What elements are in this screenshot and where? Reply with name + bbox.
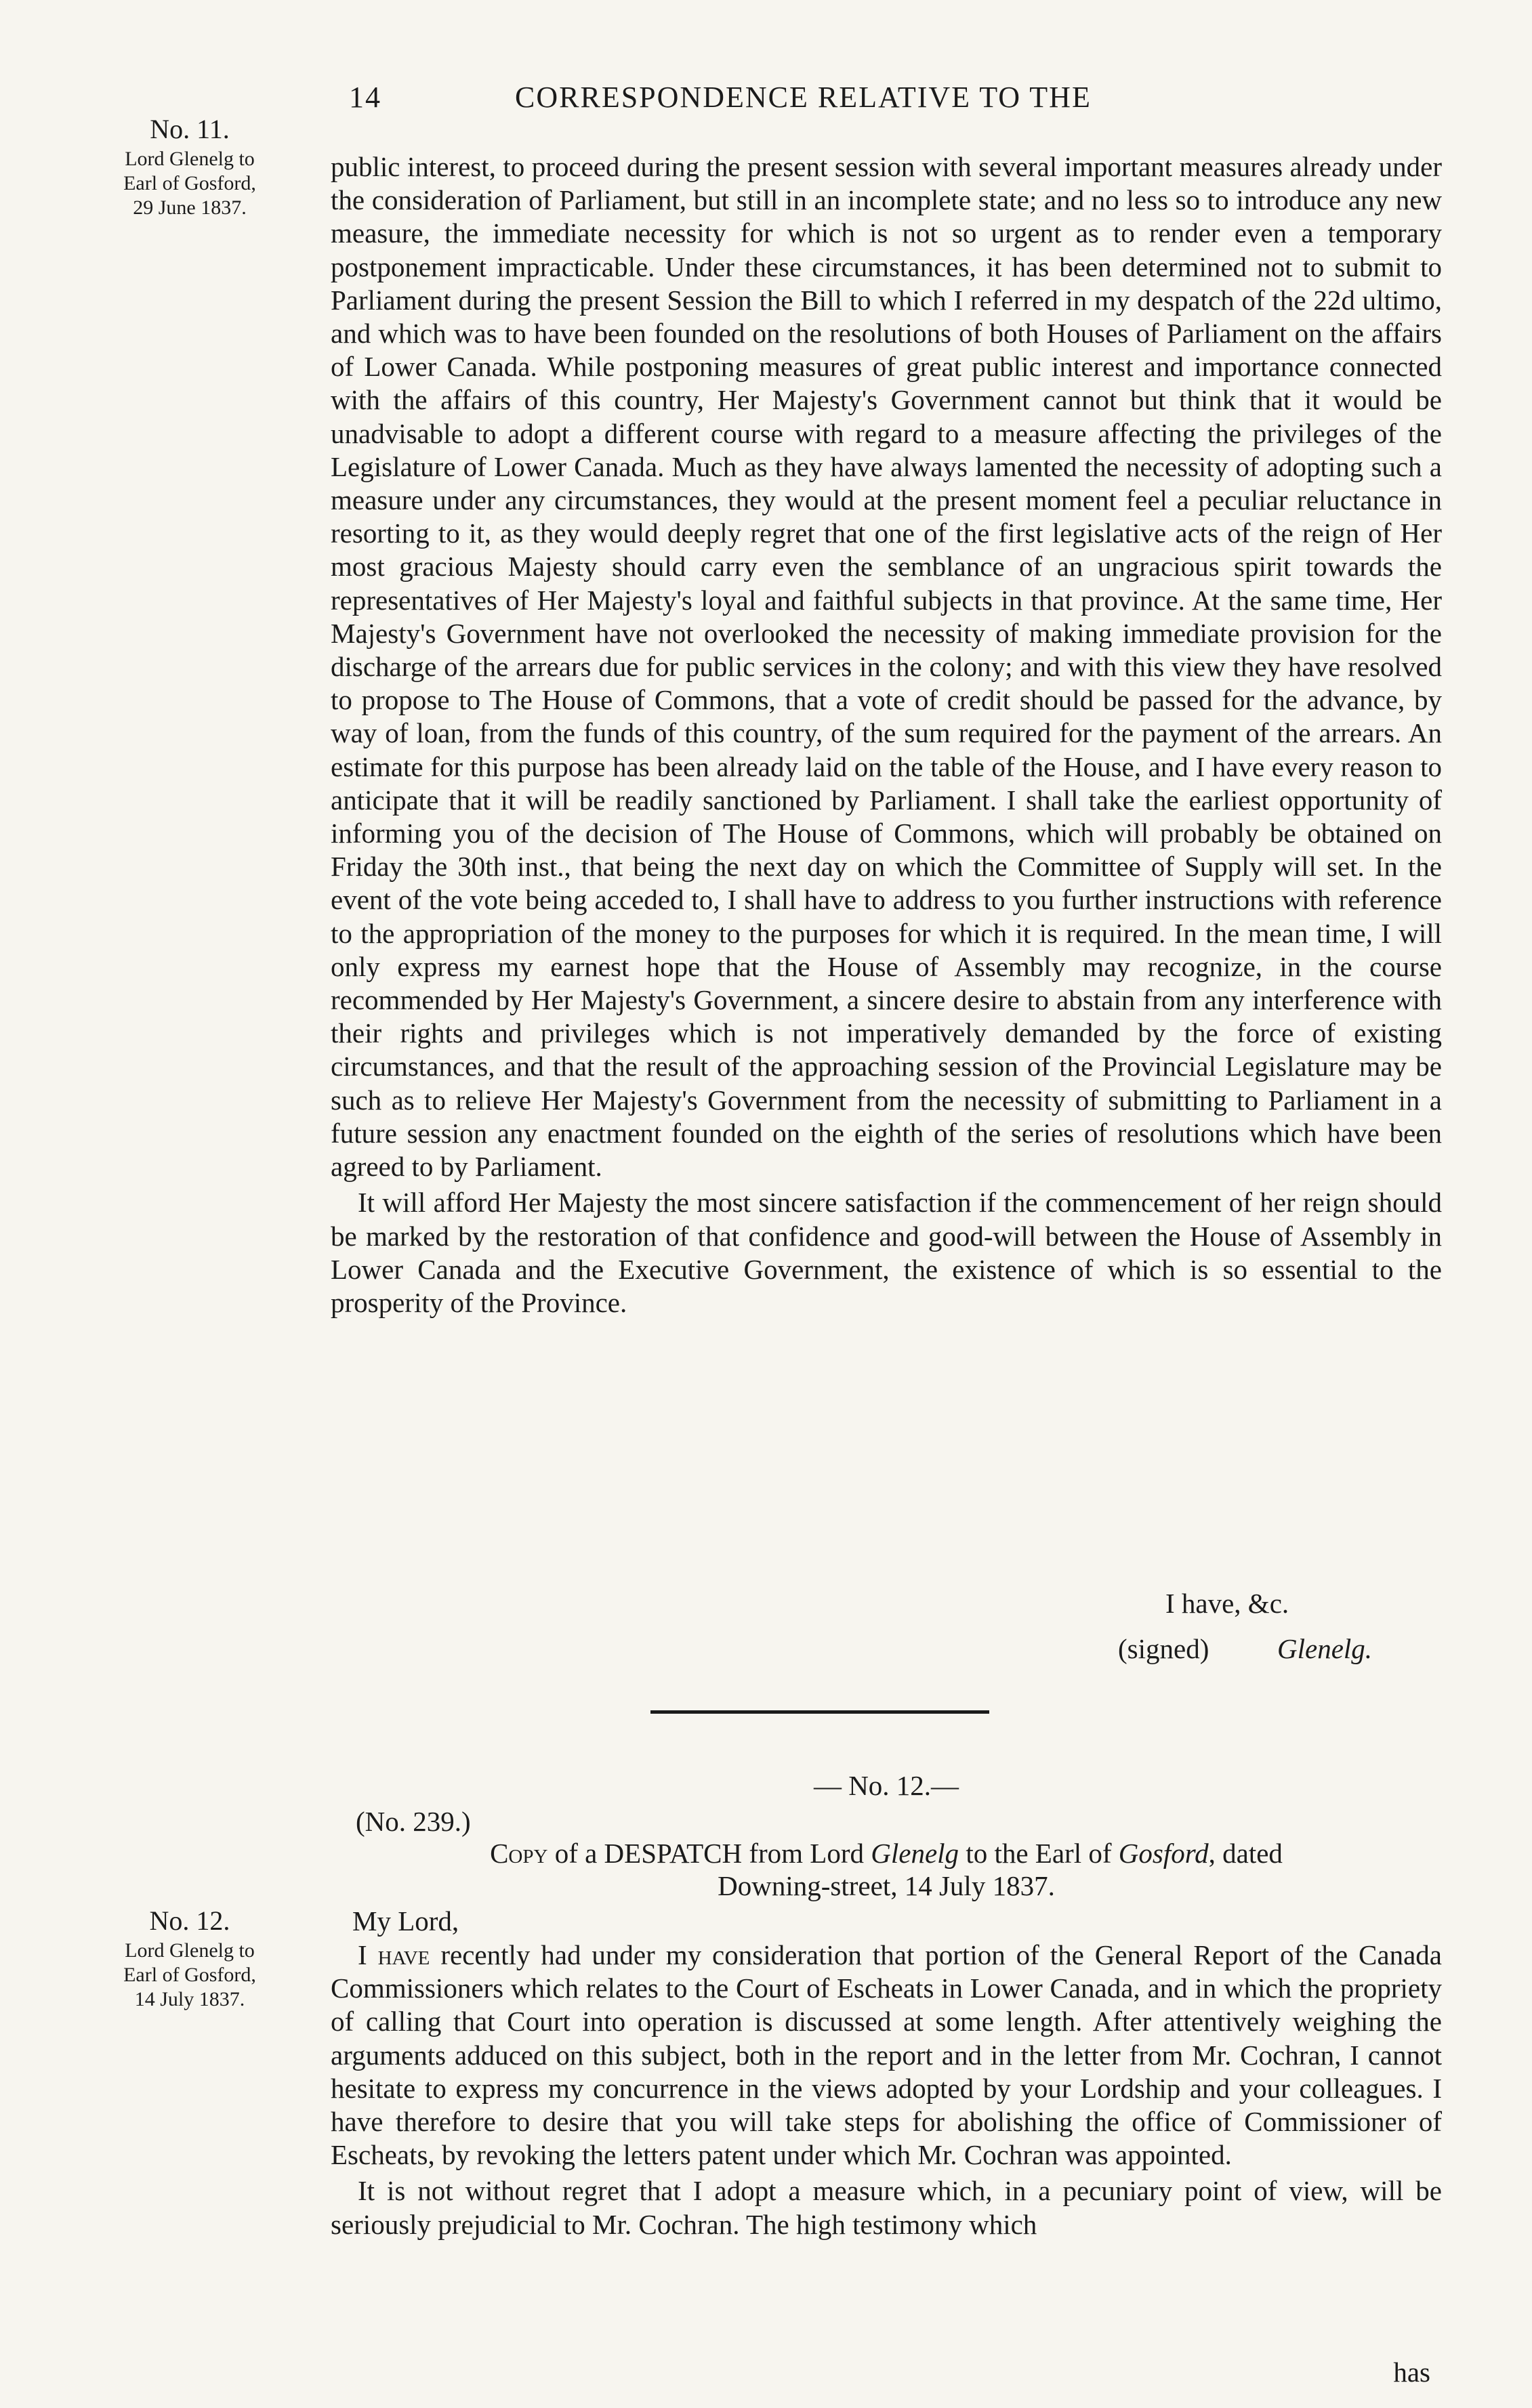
title-text: , dated — [1208, 1838, 1283, 1869]
paragraph: It will afford Her Majesty the most sincere satisfaction if the commencement of her reign should be marked by the restoration of that confidence and good-will between the House of Assembly in Lower Canada and the Executive Government, the existence of which is so essential to the prosperity of the Province. — [331, 1187, 1442, 1318]
margin-date: 29 June 1837. — [133, 196, 247, 219]
despatch-number: (No. 239.) — [356, 1806, 471, 1837]
section-heading: — No. 12.— — [813, 1770, 959, 1801]
title-text: of a DESPATCH from Lord — [547, 1838, 871, 1869]
title-text: Copy — [490, 1838, 548, 1869]
paragraph: public interest, to proceed during the present session with several important measures already under the consideration of Parliament, but still in an incomplete state; and no less so to introduce any new measure, the immediate necessity for which is not so urgent as to render even a temporary postponement impracticable. Under these circumstances, it has been determined not to submit to Parliament during the present Session the Bill to which I referred in my despatch of the 22d ultimo, and which was to have been founded on the resolutions of both Houses of Parliament on the affairs of Lower Canada. While postponing measures of great public interest and importance connected with the affairs of this country, Her Majesty's Government cannot but think that it would be unadvisable to adopt a different course with regard to a measure affecting the privileges of the Legislature of Lower Canada. Much as they have always lamented the necessity of adopting such a measure under any circumstances, they would at the present moment feel a peculiar reluctance in resorting to it, as they would deeply regret that one of the first legislative acts of the reign of Her most gracious Majesty should carry even the semblance of an ungracious spirit towards the representatives of Her Majesty's loyal and faithful subjects in that province. At the same time, Her Majesty's Government have not overlooked the necessity of making immediate provision for the discharge of the arrears due for public services in the colony; and with this view they have resolved to propose to The House of Commons, that a vote of credit should be passed for the advance, by way of loan, from the funds of this country, of the sum required for the payment of the arrears. An estimate for this purpose has been already laid on the table of the House, and I have every reason to anticipate that it will be readily sanctioned by Parliament. I shall take the earliest opportunity of informing you of the decision of The House of Commons, which will probably be obtained on Friday the 30th inst., that being the next day on which the Committee of Supply will set. In the event of the vote being acceded to, I shall have to address to you further instructions with reference to the appropriation of the money to the purposes for which it is required. In the mean time, I will only express my earnest hope that the House of Assembly may recognize, in the course recommended by Her Majesty's Government, a sincere desire to abstain from any interference with their rights and privileges which is not imperatively demanded by the force of existing circumstances, and that the result of the approaching session of the Provincial Legislature may be such as to relieve Her Majesty's Government from the necessity of submitting to Parliament in a future session any enactment founded on the eighth of the series of resolutions which have been agreed to by Parliament. — [331, 151, 1442, 1183]
margin-line: Earl of Gosford, — [123, 1964, 256, 1986]
margin-line: Earl of Gosford, — [123, 172, 256, 194]
despatch-12-body — [331, 1939, 1442, 2241]
section-divider — [650, 1710, 989, 1714]
paragraph-text: recently had under my consideration that portion of the General Report of the Canada Commissioners which relates to the Court of Escheats in Lower Canada, and in which the propriety of calling that Court into operation is discussed at some length. After attentively weighing the arguments adduced on this subject, both in the report and in the letter from Mr. Cochran, I cannot hesitate to express my concurrence in the views adopted by your Lordship and your colleagues. I have therefore to desire that you will take steps for abolishing the office of Commissioner of Escheats, by revoking the letters patent under which Mr. Cochran was appointed. — [331, 1939, 1442, 2171]
title-text: Gosford — [1118, 1838, 1209, 1869]
title-text: to the Earl of — [959, 1838, 1119, 1869]
closing-line: I have, &c. — [1165, 1588, 1289, 1619]
margin-note-11 — [81, 112, 298, 220]
signed-label: (signed) — [1118, 1633, 1209, 1664]
running-title: CORRESPONDENCE RELATIVE TO THE — [515, 81, 1092, 114]
despatch-dateline: Downing-street, 14 July 1837. — [718, 1870, 1055, 1901]
margin-line: Lord Glenelg to — [125, 1939, 255, 1962]
catchword: has — [1393, 2357, 1430, 2388]
salutation: My Lord, — [352, 1905, 459, 1937]
despatch-11-body — [331, 150, 1442, 1319]
margin-date: 14 July 1837. — [134, 1988, 245, 2010]
signature: Glenelg. — [1277, 1633, 1373, 1664]
title-text: Glenelg — [871, 1838, 959, 1869]
margin-number: No. 11. — [150, 114, 230, 144]
margin-line: Lord Glenelg to — [125, 148, 255, 170]
margin-note-12 — [81, 1903, 298, 2012]
margin-number: No. 12. — [149, 1905, 230, 1936]
paragraph — [331, 1939, 1442, 2172]
despatch-title — [331, 1837, 1442, 1870]
paragraph: It is not without regret that I adopt a measure which, in a pecuniary point of view, will be seriously prejudicial to Mr. Cochran. The high testimony which — [331, 2175, 1442, 2240]
page-number: 14 — [349, 81, 381, 114]
lead-words: I have — [358, 1939, 430, 1970]
